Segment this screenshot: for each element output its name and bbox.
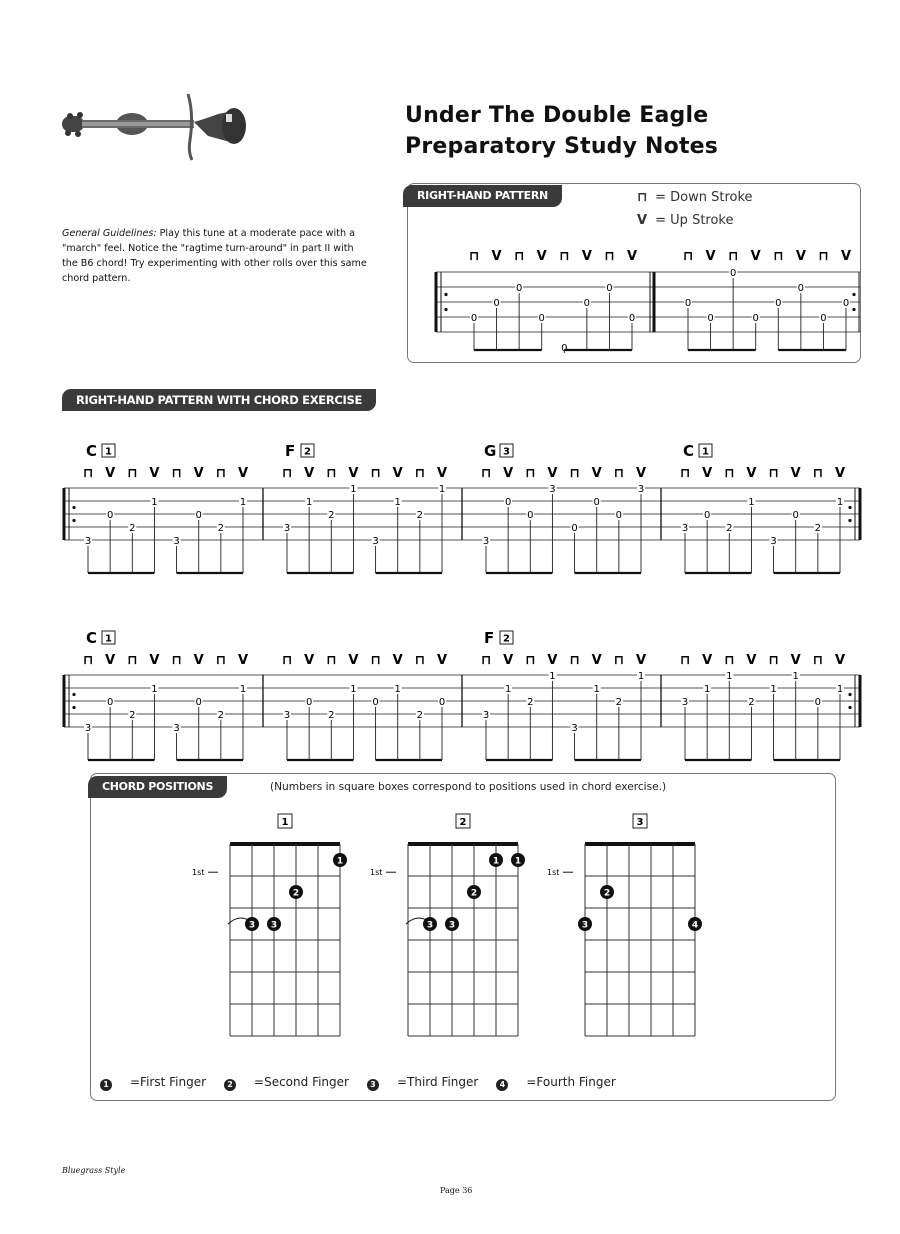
finger-legend-item <box>367 1075 478 1089</box>
up-stroke-icon: V <box>348 653 359 668</box>
up-stroke-icon: V <box>193 466 204 481</box>
fret-number: 0 <box>684 298 692 309</box>
down-stroke-icon: ⊓ <box>525 653 536 668</box>
nut <box>408 842 518 846</box>
guidelines-text: Play this tune at a moderate pace with a "march" feel. Notice the "ragtime turn-around" in part II with the B6 chord! Try experimenting with other rolls over this same chord pattern. <box>62 228 367 284</box>
fret-number: 2 <box>129 710 136 721</box>
down-stroke-icon: ⊓ <box>171 653 182 668</box>
fret-number: 0 <box>538 313 545 324</box>
repeat-dot <box>72 706 75 709</box>
down-stroke-icon: ⊓ <box>414 653 426 668</box>
chord-name: C <box>683 442 695 460</box>
fret-number: 0 <box>195 697 202 708</box>
position-number: 3 <box>503 446 510 458</box>
fret-number: 1 <box>504 684 512 695</box>
fret-number: 3 <box>84 536 92 547</box>
finger-legend-label: =Second Finger <box>254 1075 349 1089</box>
finger-number: 4 <box>691 920 699 931</box>
repeat-dot <box>72 693 75 696</box>
banjo-icon <box>62 94 246 160</box>
fret-number: 2 <box>726 523 733 534</box>
chord-diagrams <box>180 812 720 1047</box>
repeat-dot <box>444 293 447 296</box>
down-stroke-icon: ⊓ <box>559 249 570 264</box>
down-stroke-icon: ⊓ <box>604 249 615 264</box>
up-stroke-icon: V <box>105 466 116 481</box>
position-number: 2 <box>304 446 311 458</box>
finger-number: 3 <box>448 920 456 931</box>
up-stroke-icon: V <box>503 653 514 668</box>
general-guidelines <box>62 226 370 286</box>
fret-number: 2 <box>129 523 136 534</box>
fret-number: 0 <box>106 510 114 521</box>
up-stroke-icon: V <box>193 653 204 668</box>
fret-number: 0 <box>438 697 446 708</box>
up-stroke-icon: V <box>790 653 801 668</box>
up-stroke-icon: V <box>705 249 716 264</box>
finger-number: 2 <box>292 888 300 899</box>
first-fret-label: 1st <box>547 868 560 878</box>
legend-up <box>637 213 734 228</box>
legend-down <box>637 190 753 205</box>
up-stroke-icon: V <box>503 466 514 481</box>
page-number: Page 36 <box>440 1186 473 1195</box>
fret-number: 0 <box>527 510 534 521</box>
down-stroke-icon: ⊓ <box>171 466 182 481</box>
fret-number: 2 <box>217 710 225 721</box>
down-stroke-icon: ⊓ <box>679 466 691 481</box>
repeat-dot <box>848 519 851 522</box>
up-stroke-icon: V <box>635 653 647 668</box>
fret-number: 0 <box>615 510 623 521</box>
down-stroke-icon: ⊓ <box>468 249 480 264</box>
title-line-1: Under The Double Eagle <box>405 103 709 128</box>
fret-number: 0 <box>729 268 737 279</box>
up-stroke-icon: V <box>750 249 761 264</box>
down-stroke-icon: ⊓ <box>215 653 227 668</box>
position-number: 1 <box>105 446 112 458</box>
up-stroke-icon: V <box>626 249 638 264</box>
fret-number: 0 <box>820 313 827 324</box>
up-stroke-icon: V <box>237 466 249 481</box>
fret-number: 0 <box>775 298 782 309</box>
nut <box>585 842 695 846</box>
fret-number: 3 <box>637 484 645 495</box>
up-stroke-icon: V <box>591 466 602 481</box>
title-line-2: Preparatory Study Notes <box>405 134 719 159</box>
fret-number: 2 <box>416 510 424 521</box>
fret-number: 0 <box>628 313 636 324</box>
fret-number: 0 <box>703 510 711 521</box>
fret-number: 2 <box>748 697 755 708</box>
down-stroke-icon: ⊓ <box>773 249 784 264</box>
up-stroke-icon: V <box>591 653 602 668</box>
down-stroke-icon: ⊓ <box>525 466 536 481</box>
down-stroke-icon: ⊓ <box>127 653 138 668</box>
down-stroke-icon: ⊓ <box>480 466 492 481</box>
fret-number: 0 <box>504 497 512 508</box>
up-stroke-icon: V <box>105 653 116 668</box>
banjo-illustration <box>58 84 253 164</box>
legend-up-label: = Up Stroke <box>655 213 734 228</box>
page-title <box>405 100 718 162</box>
fret-number: 1 <box>239 684 247 695</box>
finger-dot-icon: 3 <box>367 1079 379 1091</box>
finger-legend-label: =Fourth Finger <box>526 1075 616 1089</box>
down-stroke-icon: ⊓ <box>82 653 94 668</box>
up-stroke-icon: V <box>795 249 806 264</box>
up-stroke-icon: V <box>635 466 647 481</box>
repeat-dot <box>848 706 851 709</box>
fret-number: 1 <box>394 497 401 508</box>
down-stroke-icon: ⊓ <box>812 466 824 481</box>
fret-number: 0 <box>305 697 313 708</box>
fret-number: 0 <box>583 298 591 309</box>
fret-number: 1 <box>151 684 158 695</box>
up-stroke-icon: V <box>149 466 160 481</box>
down-stroke-icon: ⊓ <box>637 190 648 205</box>
finger-number: 2 <box>470 888 478 899</box>
fret-number: 0 <box>561 343 568 354</box>
fret-number: 0 <box>372 697 379 708</box>
finger-number: 1 <box>336 856 344 867</box>
fret-number: 0 <box>814 697 822 708</box>
fret-number: 0 <box>195 510 202 521</box>
fret-number: 2 <box>615 697 623 708</box>
up-stroke-icon: V <box>746 466 757 481</box>
guidelines-label: General Guidelines: <box>62 228 157 239</box>
finger-dot-icon: 1 <box>100 1079 112 1091</box>
finger-number: 3 <box>270 920 278 931</box>
down-stroke-icon: ⊓ <box>370 466 381 481</box>
chord-positions-note: (Numbers in square boxes correspond to positions used in chord exercise.) <box>270 781 667 793</box>
up-stroke-icon: V <box>702 653 713 668</box>
up-stroke-icon: V <box>790 466 801 481</box>
fret-number: 0 <box>493 298 500 309</box>
repeat-dot <box>72 519 75 522</box>
fret-number: 3 <box>173 723 180 734</box>
down-stroke-icon: ⊓ <box>480 653 492 668</box>
repeat-dot <box>72 506 75 509</box>
up-stroke-icon: V <box>392 466 403 481</box>
position-number: 1 <box>105 633 112 645</box>
fret-number: 1 <box>549 671 556 682</box>
down-stroke-icon: ⊓ <box>613 466 625 481</box>
fret-number: 0 <box>106 697 114 708</box>
finger-legend-item <box>100 1075 206 1089</box>
up-stroke-icon: V <box>746 653 757 668</box>
exercise-row-1 <box>58 436 868 582</box>
fret-number: 0 <box>571 523 578 534</box>
fret-number: 1 <box>593 684 600 695</box>
up-stroke-icon: V <box>237 653 249 668</box>
legend-down-label: = Down Stroke <box>655 190 753 205</box>
position-number: 3 <box>636 817 644 828</box>
down-stroke-icon: ⊓ <box>569 653 580 668</box>
fret-number: 1 <box>305 497 313 508</box>
up-stroke-icon: V <box>436 653 448 668</box>
chord-positions-header: CHORD POSITIONS <box>88 776 227 798</box>
fret-number: 1 <box>239 497 247 508</box>
fret-number: 1 <box>836 497 844 508</box>
fret-number: 1 <box>637 671 645 682</box>
finger-number: 3 <box>581 920 589 931</box>
down-stroke-icon: ⊓ <box>768 653 779 668</box>
down-stroke-icon: ⊓ <box>682 249 694 264</box>
fret-number: 0 <box>515 283 523 294</box>
fret-number: 3 <box>681 523 689 534</box>
position-number: 2 <box>503 633 510 645</box>
chord-name: C <box>86 629 98 647</box>
fret-number: 3 <box>770 536 777 547</box>
chord-name: G <box>484 442 497 460</box>
fret-number: 1 <box>703 684 711 695</box>
finger-number: 3 <box>426 920 434 931</box>
up-stroke-icon: V <box>304 653 315 668</box>
footer-book-title: Bluegrass Style <box>62 1166 126 1175</box>
fret-number: 3 <box>681 697 689 708</box>
chord-name: F <box>484 629 495 647</box>
fret-number: 0 <box>593 497 600 508</box>
fret-number: 0 <box>842 298 850 309</box>
down-stroke-icon: ⊓ <box>727 249 739 264</box>
fret-number: 1 <box>836 684 844 695</box>
up-stroke-icon: V <box>637 213 648 228</box>
fret-number: 3 <box>482 710 490 721</box>
fret-number: 1 <box>726 671 733 682</box>
fret-number: 3 <box>283 710 291 721</box>
rh-pattern-tab <box>430 240 860 356</box>
fret-number: 2 <box>328 510 335 521</box>
finger-number: 3 <box>248 920 256 931</box>
fret-number: 3 <box>283 523 291 534</box>
finger-legend-label: =First Finger <box>130 1075 207 1089</box>
fret-number: 0 <box>792 510 799 521</box>
up-stroke-icon: V <box>304 466 315 481</box>
finger-legend <box>100 1075 634 1091</box>
up-stroke-icon: V <box>581 249 592 264</box>
fret-number: 1 <box>792 671 799 682</box>
down-stroke-icon: ⊓ <box>679 653 691 668</box>
down-stroke-icon: ⊓ <box>215 466 227 481</box>
up-stroke-icon: V <box>702 466 713 481</box>
fret-number: 0 <box>797 283 805 294</box>
fret-number: 3 <box>482 536 490 547</box>
down-stroke-icon: ⊓ <box>281 466 293 481</box>
down-stroke-icon: ⊓ <box>326 653 337 668</box>
down-stroke-icon: ⊓ <box>768 466 779 481</box>
nut <box>230 842 340 846</box>
down-stroke-icon: ⊓ <box>818 249 829 264</box>
down-stroke-icon: ⊓ <box>812 653 824 668</box>
fret-number: 1 <box>770 684 777 695</box>
repeat-dot <box>852 293 855 296</box>
down-stroke-icon: ⊓ <box>82 466 94 481</box>
up-stroke-icon: V <box>547 466 558 481</box>
down-stroke-icon: ⊓ <box>370 653 381 668</box>
finger-number: 2 <box>603 888 611 899</box>
up-stroke-icon: V <box>536 249 547 264</box>
up-stroke-icon: V <box>834 653 846 668</box>
repeat-dot <box>848 506 851 509</box>
finger-number: 1 <box>514 856 522 867</box>
down-stroke-icon: ⊓ <box>414 466 426 481</box>
fret-number: 1 <box>151 497 158 508</box>
finger-legend-item <box>224 1075 349 1089</box>
finger-number: 1 <box>492 856 500 867</box>
first-fret-label: 1st <box>370 868 383 878</box>
fret-number: 3 <box>549 484 556 495</box>
down-stroke-icon: ⊓ <box>281 653 293 668</box>
up-stroke-icon: V <box>392 653 403 668</box>
fret-number: 2 <box>328 710 335 721</box>
up-stroke-icon: V <box>436 466 448 481</box>
up-stroke-icon: V <box>149 653 160 668</box>
fret-number: 0 <box>470 313 478 324</box>
finger-legend-label: =Third Finger <box>396 1075 479 1089</box>
down-stroke-icon: ⊓ <box>326 466 337 481</box>
exercise-row-2 <box>58 623 868 769</box>
first-fret-label: 1st <box>192 868 205 878</box>
repeat-dot <box>852 308 855 311</box>
fret-number: 2 <box>416 710 424 721</box>
position-number: 1 <box>702 446 709 458</box>
finger-legend-item <box>496 1075 615 1089</box>
up-stroke-icon: V <box>348 466 359 481</box>
fret-number: 3 <box>372 536 379 547</box>
fret-number: 3 <box>173 536 180 547</box>
down-stroke-icon: ⊓ <box>513 249 525 264</box>
down-stroke-icon: ⊓ <box>724 466 735 481</box>
down-stroke-icon: ⊓ <box>613 653 625 668</box>
chord-name: C <box>86 442 98 460</box>
fret-number: 2 <box>527 697 534 708</box>
fret-number: 1 <box>350 684 357 695</box>
repeat-dot <box>848 693 851 696</box>
up-stroke-icon: V <box>491 249 502 264</box>
fret-number: 0 <box>606 283 613 294</box>
down-stroke-icon: ⊓ <box>569 466 580 481</box>
up-stroke-icon: V <box>840 249 852 264</box>
fret-number: 0 <box>707 313 714 324</box>
up-stroke-icon: V <box>834 466 846 481</box>
fret-number: 1 <box>394 684 401 695</box>
position-number: 2 <box>459 817 467 828</box>
rh-pattern-header: RIGHT-HAND PATTERN <box>403 185 562 207</box>
fret-number: 1 <box>748 497 755 508</box>
chord-name: F <box>285 442 296 460</box>
repeat-dot <box>444 308 447 311</box>
fret-number: 2 <box>217 523 225 534</box>
fret-number: 2 <box>814 523 822 534</box>
down-stroke-icon: ⊓ <box>724 653 735 668</box>
finger-dot-icon: 4 <box>496 1079 508 1091</box>
fret-number: 0 <box>752 313 759 324</box>
down-stroke-icon: ⊓ <box>127 466 138 481</box>
fret-number: 1 <box>438 484 446 495</box>
fret-number: 3 <box>84 723 92 734</box>
exercise-header: RIGHT-HAND PATTERN WITH CHORD EXERCISE <box>62 389 376 411</box>
fret-number: 1 <box>350 484 357 495</box>
fret-number: 3 <box>571 723 578 734</box>
position-number: 1 <box>281 817 289 828</box>
up-stroke-icon: V <box>547 653 558 668</box>
finger-dot-icon: 2 <box>224 1079 236 1091</box>
